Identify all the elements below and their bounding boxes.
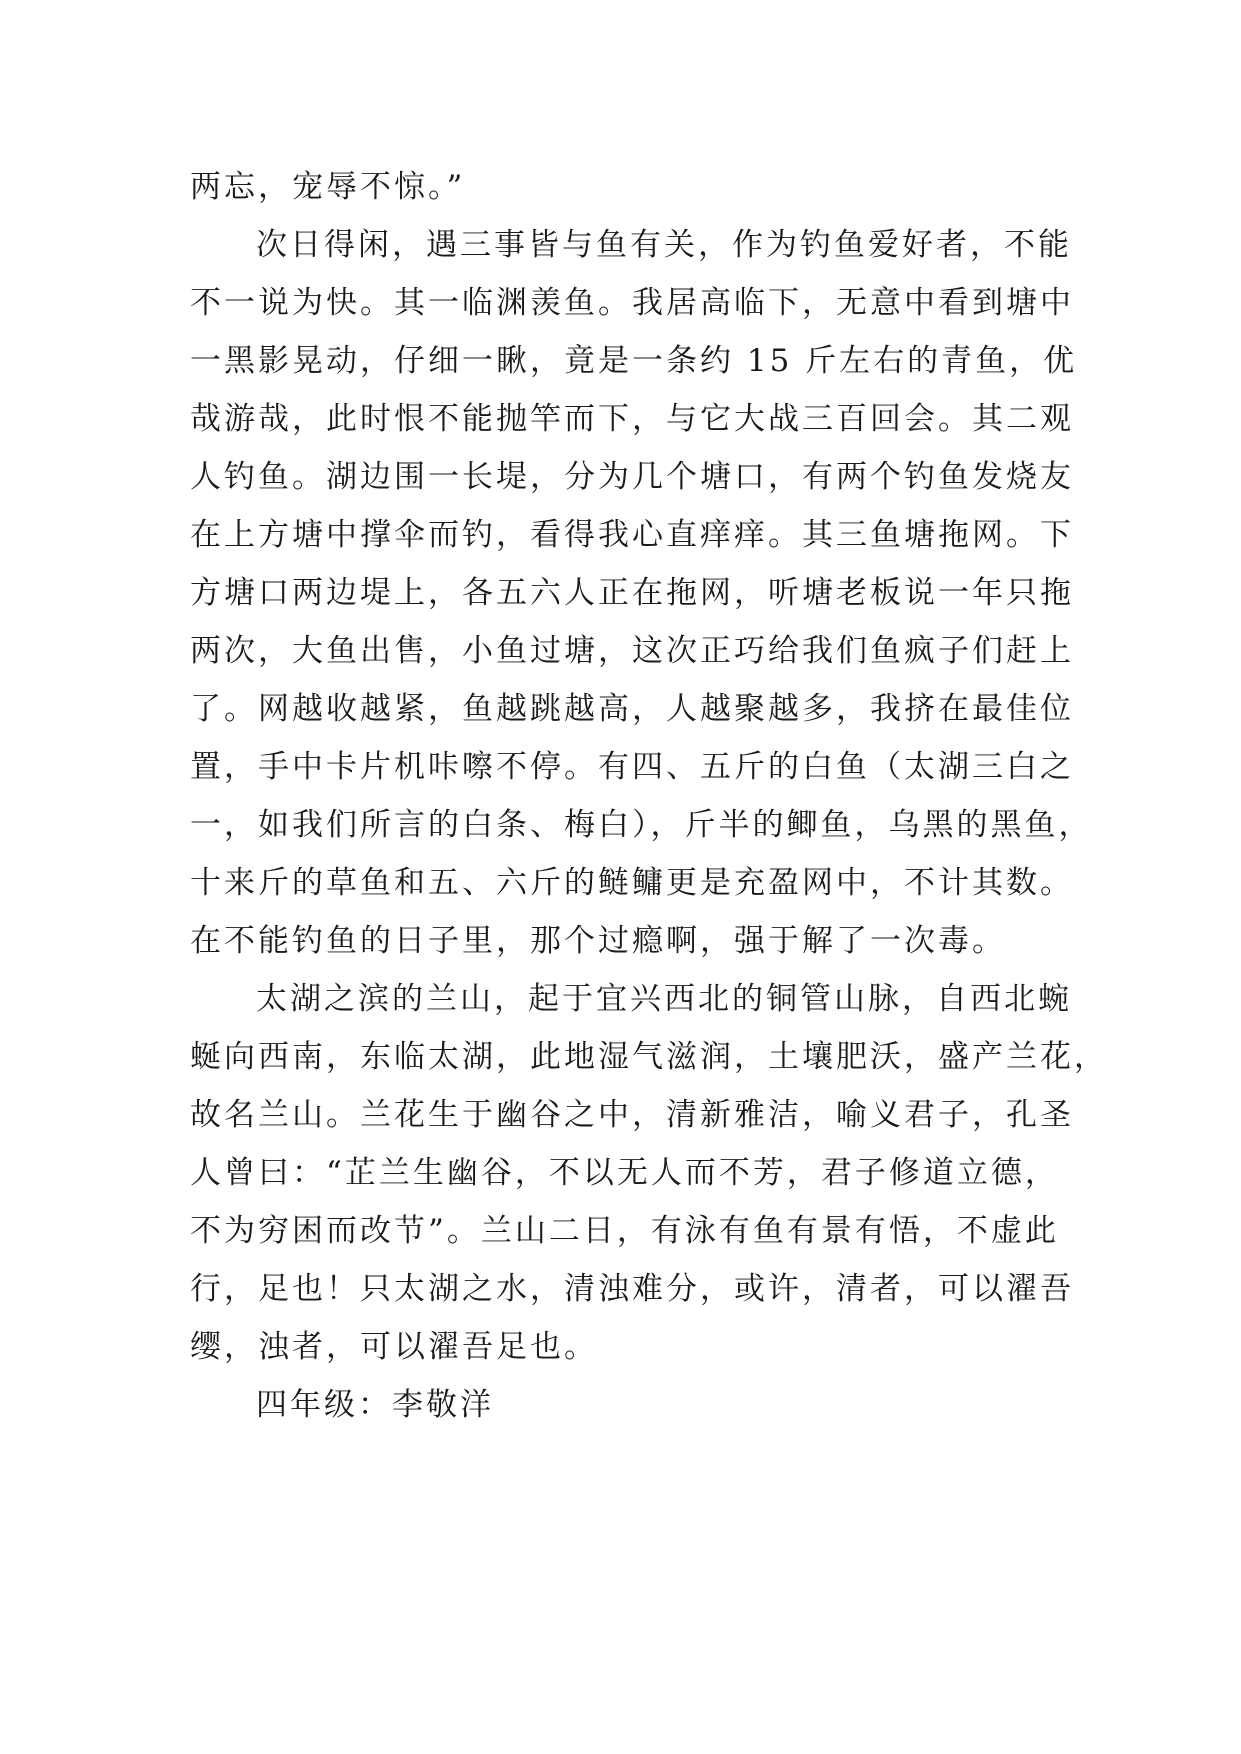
text-line: 故名兰山。兰花生于幽谷之中，清新雅洁，喻义君子，孔圣: [190, 1097, 1074, 1133]
text-line: 一，如我们所言的白条、梅白），斤半的鲫鱼，乌黑的黑鱼，: [190, 807, 1093, 843]
text-line: 在上方塘中撑伞而钓，看得我心直痒痒。其三鱼塘拖网。下: [190, 517, 1074, 553]
author-signature: 四年级：李敬洋: [256, 1387, 494, 1423]
text-line: 蜒向西南，东临太湖，此地湿气滋润，土壤肥沃，盛产兰花，: [190, 1039, 1108, 1075]
text-line: 哉游哉，此时恨不能抛竿而下，与它大战三百回会。其二观: [190, 401, 1074, 437]
article-body: [190, 158, 1108, 1434]
text-line: 方塘口两边堤上，各五六人正在拖网，听塘老板说一年只拖: [190, 575, 1074, 611]
text-line: 在不能钓鱼的日子里，那个过瘾啊，强于解了一次毒。: [190, 923, 1006, 959]
paragraph-start-line: 太湖之滨的兰山，起于宜兴西北的铜管山脉，自西北蜿: [256, 981, 1072, 1017]
text-line: 了。网越收越紧，鱼越跳越高，人越聚越多，我挤在最佳位: [190, 691, 1074, 727]
text-line: 人钓鱼。湖边围一长堤，分为几个塘口，有两个钓鱼发烧友: [190, 459, 1074, 495]
text-line: 置，手中卡片机咔嚓不停。有四、五斤的白鱼（太湖三白之: [190, 749, 1074, 785]
text-line: 不为穷困而改节”。兰山二日，有泳有鱼有景有悟，不虚此: [190, 1213, 1059, 1249]
text-line: 两忘，宠辱不惊。”: [190, 169, 466, 205]
text-line: 一黑影晃动，仔细一瞅，竟是一条约 15 斤左右的青鱼，优: [190, 343, 1078, 379]
paragraph-start-line: 次日得闲，遇三事皆与鱼有关，作为钓鱼爱好者，不能: [256, 227, 1072, 263]
text-line: 十来斤的草鱼和五、六斤的鲢鳙更是充盈网中，不计其数。: [190, 865, 1074, 901]
text-line: 行，足也！只太湖之水，清浊难分，或许，清者，可以濯吾: [190, 1271, 1074, 1307]
text-line: 人曾曰：“芷兰生幽谷，不以无人而不芳，君子修道立德，: [190, 1155, 1059, 1191]
text-line: 两次，大鱼出售，小鱼过塘，这次正巧给我们鱼疯子们赶上: [190, 633, 1074, 669]
text-line: 不一说为快。其一临渊羡鱼。我居高临下，无意中看到塘中: [190, 285, 1074, 321]
text-line: 缨，浊者，可以濯吾足也。: [190, 1329, 598, 1365]
